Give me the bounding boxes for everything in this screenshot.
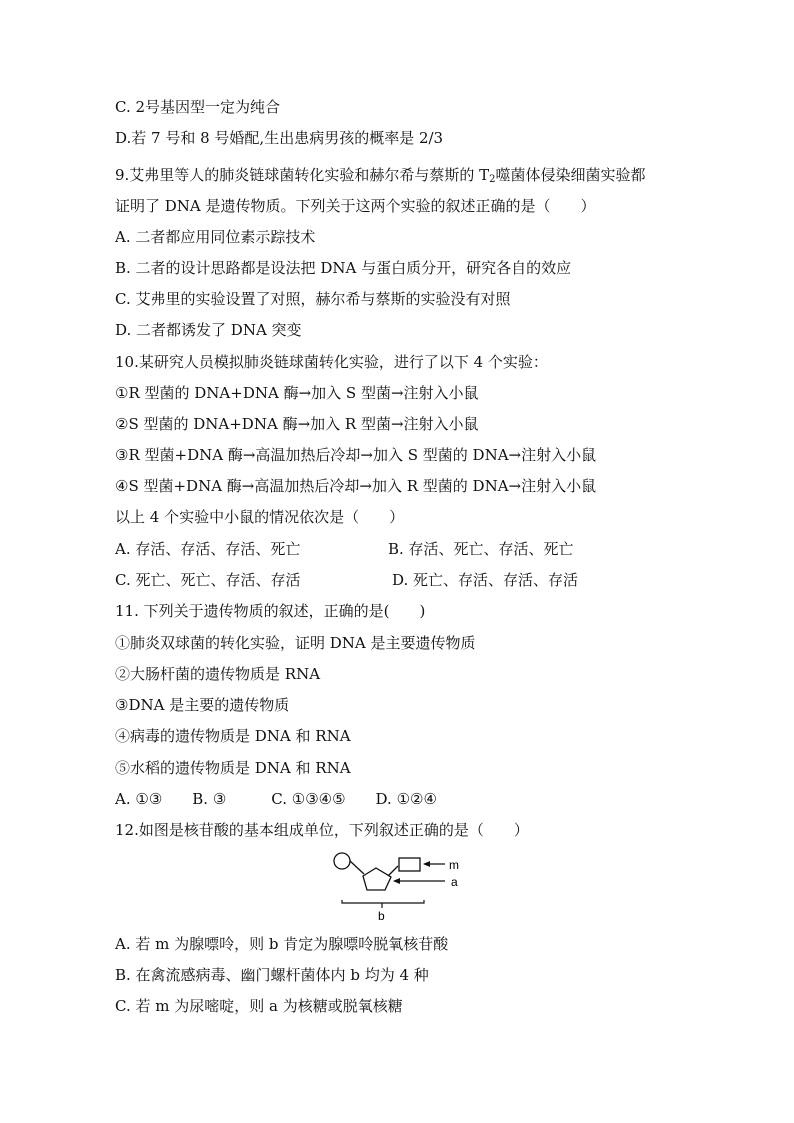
q11-statement-3: ③DNA 是主要的遗传物质 [115, 696, 290, 714]
q10-experiment-4: ④S 型菌+DNA 酶→高温加热后冷却→加入 R 型菌的 DNA→注射入小鼠 [115, 477, 597, 495]
q10-question: 以上 4 个实验中小鼠的情况依次是（ ） [115, 508, 405, 526]
label-b: b [378, 909, 385, 922]
pentose-pentagon [363, 868, 391, 890]
q10-option-d: D. 死亡、存活、存活、存活 [392, 571, 579, 589]
q11-options: A. ①③ B. ③ C. ①③④⑤ D. ①②④ [115, 790, 437, 808]
q9-option-d: D. 二者都诱发了 DNA 突变 [115, 321, 302, 339]
phosphate-bond-line [350, 861, 364, 874]
q9-option-b: B. 二者的设计思路都是设法把 DNA 与蛋白质分开，研究各自的效应 [115, 259, 572, 277]
q11-statement-5: ⑤水稻的遗传物质是 DNA 和 RNA [115, 759, 351, 777]
q10-option-c: C. 死亡、死亡、存活、存活 [115, 571, 301, 589]
q11-statement-2: ②大肠杆菌的遗传物质是 RNA [115, 665, 321, 683]
q9-option-c: C. 艾弗里的实验设置了对照，赫尔希与蔡斯的实验没有对照 [115, 290, 511, 308]
arrow-m-head [423, 861, 430, 867]
q12-option-c: C. 若 m 为尿嘧啶，则 a 为核糖或脱氧核糖 [115, 997, 403, 1015]
base-bond-line [388, 866, 398, 876]
q10-option-b: B. 存活、死亡、存活、死亡 [388, 540, 574, 558]
label-m: m [449, 858, 459, 872]
label-a: a [451, 875, 458, 889]
q10-option-a: A. 存活、存活、存活、死亡 [115, 540, 301, 558]
q8-option-c: C. 2号基因型一定为纯合 [115, 98, 281, 116]
q9-option-a: A. 二者都应用同位素示踪技术 [115, 228, 316, 246]
phosphate-circle [334, 853, 350, 869]
q11-stem: 11. 下列关于遗传物质的叙述，正确的是( ) [115, 602, 426, 620]
q11-statement-1: ①肺炎双球菌的转化实验，证明 DNA 是主要遗传物质 [115, 634, 476, 652]
q11-statement-4: ④病毒的遗传物质是 DNA 和 RNA [115, 727, 351, 745]
arrow-a-head [393, 878, 400, 884]
base-rectangle [399, 858, 420, 871]
q10-experiment-2: ②S 型菌的 DNA+DNA 酶→加入 R 型菌→注射入小鼠 [115, 415, 479, 433]
bracket-b [342, 900, 424, 903]
q12-option-b: B. 在禽流感病毒、幽门螺杆菌体内 b 均为 4 种 [115, 966, 429, 984]
q10-experiment-1: ①R 型菌的 DNA+DNA 酶→加入 S 型菌→注射入小鼠 [115, 384, 479, 402]
q8-option-d: D.若 7 号和 8 号婚配,生出患病男孩的概率是 2/3 [115, 129, 444, 147]
q12-stem: 12.如图是核苷酸的基本组成单位，下列叙述正确的是（ ） [115, 821, 529, 839]
q9-stem-line2: 证明了 DNA 是遗传物质。下列关于这两个实验的叙述正确的是（ ） [115, 197, 596, 215]
q12-option-a: A. 若 m 为腺嘌呤，则 b 肯定为腺嘌呤脱氧核苷酸 [115, 935, 449, 953]
q10-stem: 10.某研究人员模拟肺炎链球菌转化实验，进行了以下 4 个实验： [115, 353, 548, 371]
q9-stem: 9.艾弗里等人的肺炎链球菌转化实验和赫尔希与蔡斯的 $T_2$噬菌体侵染细菌实验都 [115, 166, 646, 185]
nucleotide-diagram [330, 848, 470, 922]
q10-experiment-3: ③R 型菌+DNA 酶→高温加热后冷却→加入 S 型菌的 DNA→注射入小鼠 [115, 446, 597, 464]
